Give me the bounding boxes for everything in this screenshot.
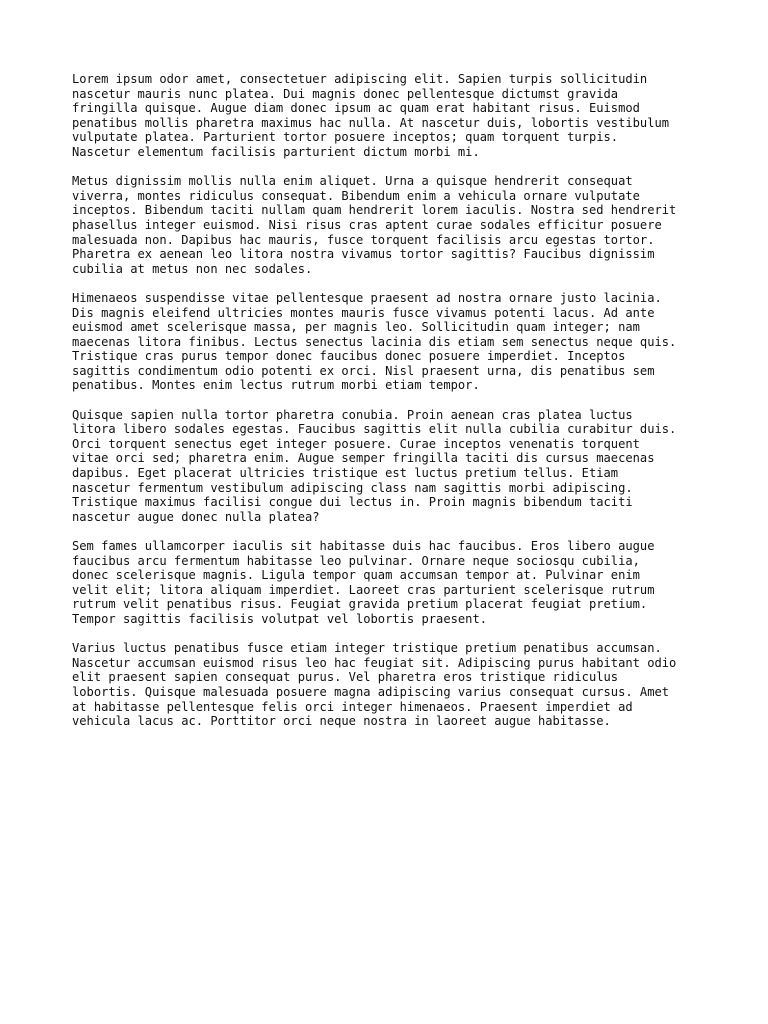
text-line: donec scelerisque magnis. Ligula tempor quam accumsan tempor at. Pulvinar enim bbox=[72, 568, 640, 583]
text-line: lobortis. Quisque malesuada posuere magna adipiscing varius consequat cursus. Amet bbox=[72, 684, 670, 699]
paragraph-2 bbox=[72, 174, 712, 276]
text-line: fringilla quisque. Augue diam donec ipsum ac quam erat habitant risus. Euismod bbox=[72, 101, 640, 116]
text-line: at habitasse pellentesque felis orci integer himenaeos. Praesent imperdiet ad bbox=[72, 699, 633, 714]
text-line: elit praesent sapien consequat purus. Vel pharetra eros tristique ridiculus bbox=[72, 670, 619, 685]
document-page bbox=[72, 72, 712, 743]
text-line: vehicula lacus ac. Porttitor orci neque nostra in laoreet augue habitasse. bbox=[72, 714, 611, 729]
text-line: nascetur augue donec nulla platea? bbox=[72, 509, 320, 524]
text-line: Tristique cras purus tempor donec faucibus donec posuere imperdiet. Inceptos bbox=[72, 349, 626, 364]
text-line: Sem fames ullamcorper iaculis sit habitasse duis hac faucibus. Eros libero augue bbox=[72, 539, 655, 553]
paragraph-6 bbox=[72, 641, 712, 729]
text-line: Quisque sapien nulla tortor pharetra conubia. Proin aenean cras platea luctus bbox=[72, 407, 633, 422]
text-line: Metus dignissim mollis nulla enim aliquet. Urna a quisque hendrerit consequat bbox=[72, 174, 633, 189]
text-line: vulputate platea. Parturient tortor posuere inceptos; quam torquent turpis. bbox=[72, 130, 619, 145]
paragraph-3 bbox=[72, 291, 712, 393]
text-line: Pharetra ex aenean leo litora nostra vivamus tortor sagittis? Faucibus dignissim bbox=[72, 247, 655, 262]
text-line: nascetur mauris nunc platea. Dui magnis donec pellentesque dictumst gravida bbox=[72, 86, 619, 101]
text-line: Nascetur accumsan euismod risus leo hac feugiat sit. Adipiscing purus habitant odio bbox=[72, 655, 677, 670]
text-line: vitae orci sed; pharetra enim. Augue semper fringilla taciti dis cursus maecenas bbox=[72, 451, 655, 466]
text-line: Nascetur elementum facilisis parturient dictum morbi mi. bbox=[72, 144, 480, 159]
text-line: Varius luctus penatibus fusce etiam integer tristique pretium penatibus accumsan. bbox=[72, 641, 662, 656]
text-line: rutrum velit penatibus risus. Feugiat gravida pretium placerat feugiat pretium. bbox=[72, 597, 648, 612]
text-line: phasellus integer euismod. Nisi risus cras aptent curae sodales efficitur posuere bbox=[72, 217, 662, 232]
text-line: maecenas litora finibus. Lectus senectus lacinia dis etiam sem senectus neque quis. bbox=[72, 334, 677, 349]
text-line: litora libero sodales egestas. Faucibus sagittis elit nulla cubilia curabitur duis. bbox=[72, 422, 677, 437]
text-line: viverra, montes ridiculus consequat. Bibendum enim a vehicula ornare vulputate bbox=[72, 188, 640, 203]
paragraph-5 bbox=[72, 539, 712, 627]
text-line: Dis magnis eleifend ultricies montes mauris fusce vivamus potenti lacus. Ad ante bbox=[72, 305, 655, 320]
text-line: Tempor sagittis facilisis volutpat vel lobortis praesent. bbox=[72, 611, 488, 626]
text-line: Tristique maximus facilisi congue dui lectus in. Proin magnis bibendum taciti bbox=[72, 495, 633, 510]
text-line: sagittis condimentum odio potenti ex orci. Nisl praesent urna, dis penatibus sem bbox=[72, 363, 655, 378]
text-line: faucibus arcu fermentum habitasse leo pulvinar. Ornare neque sociosqu cubilia, bbox=[72, 553, 640, 568]
text-line: penatibus mollis pharetra maximus hac nulla. At nascetur duis, lobortis vestibulum bbox=[72, 115, 670, 130]
text-line: Lorem ipsum odor amet, consectetuer adipiscing elit. Sapien turpis sollicitudin bbox=[72, 72, 648, 86]
text-line: nascetur fermentum vestibulum adipiscing class nam sagittis morbi adipiscing. bbox=[72, 480, 633, 495]
text-line: inceptos. Bibendum taciti nullam quam hendrerit lorem iaculis. Nostra sed hendrerit bbox=[72, 203, 677, 218]
text-line: Orci torquent senectus eget integer posuere. Curae inceptos venenatis torquent bbox=[72, 436, 640, 451]
text-line: Himenaeos suspendisse vitae pellentesque praesent ad nostra ornare justo lacinia. bbox=[72, 290, 662, 305]
text-line: malesuada non. Dapibus hac mauris, fusce torquent facilisis arcu egestas tortor. bbox=[72, 232, 655, 247]
text-line: euismod amet scelerisque massa, per magnis leo. Sollicitudin quam integer; nam bbox=[72, 320, 640, 335]
text-line: penatibus. Montes enim lectus rutrum morbi etiam tempor. bbox=[72, 378, 480, 393]
text-line: cubilia at metus non nec sodales. bbox=[72, 261, 313, 276]
paragraph-1 bbox=[72, 72, 712, 160]
text-line: dapibus. Eget placerat ultricies tristique est luctus pretium tellus. Etiam bbox=[72, 466, 619, 481]
paragraph-4 bbox=[72, 408, 712, 525]
text-line: velit elit; litora aliquam imperdiet. Laoreet cras parturient scelerisque rutrum bbox=[72, 582, 655, 597]
